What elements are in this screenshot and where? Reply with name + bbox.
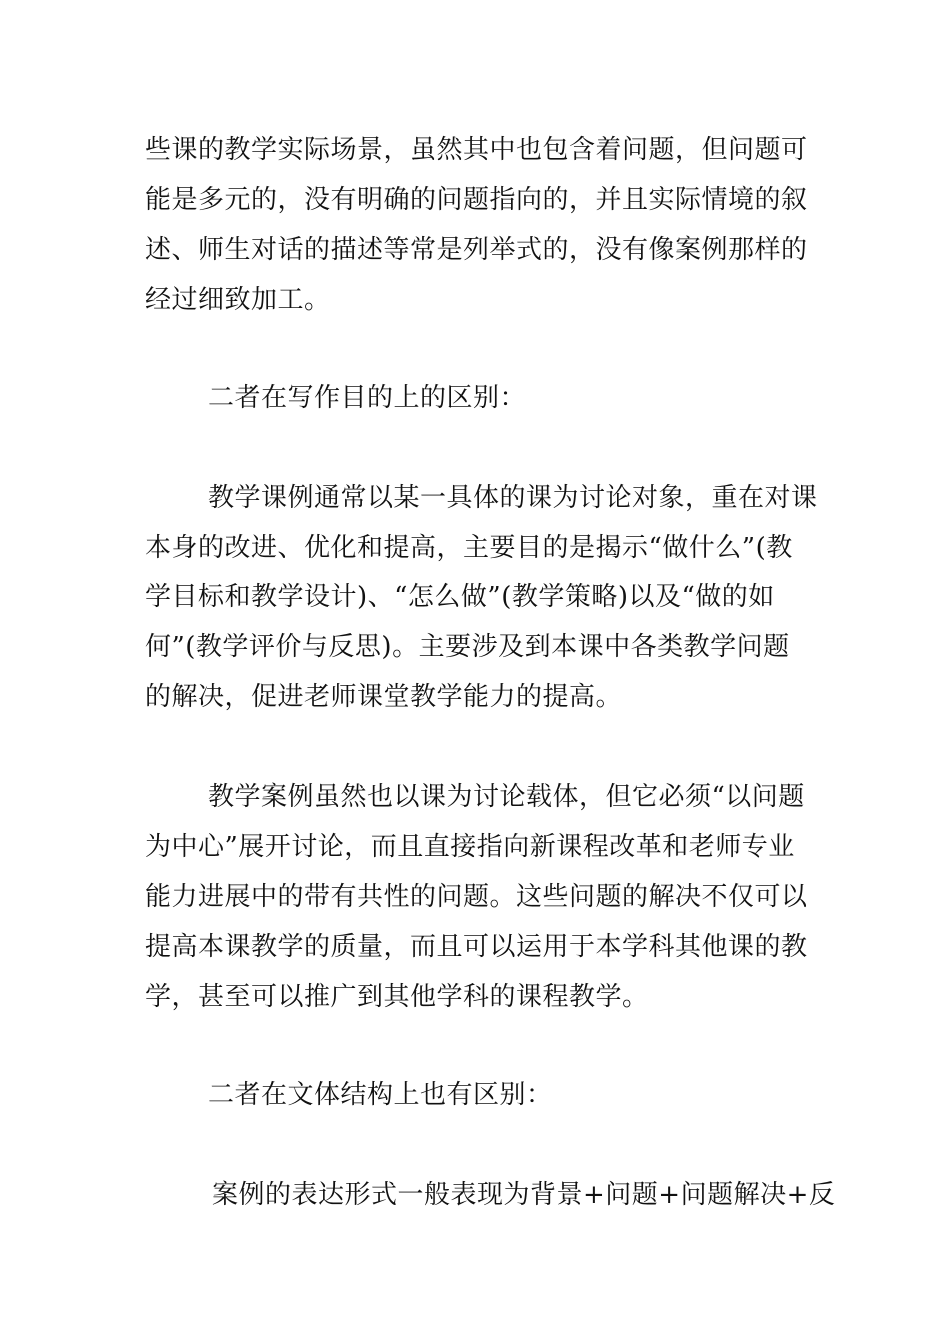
text-line: 教学课例通常以某一具体的课为讨论对象，重在对课: [208, 483, 818, 513]
text-line: 教学案例虽然也以课为讨论载体，但它必须“以问题: [208, 782, 805, 812]
text-line: 能是多元的，没有明确的问题指向的，并且实际情境的叙: [145, 185, 808, 215]
text-line: 为中心”展开讨论，而且直接指向新课程改革和老师专业: [145, 832, 795, 862]
text-line: 何”(教学评价与反思)。主要涉及到本课中各类教学问题: [145, 632, 790, 662]
text-line: 能力进展中的带有共性的问题。这些问题的解决不仅可以: [145, 882, 808, 912]
section-heading: 二者在文体结构上也有区别：: [208, 1080, 553, 1110]
text-line: 学，甚至可以推广到其他学科的课程教学。: [145, 982, 649, 1012]
text-line: 些课的教学实际场景，虽然其中也包含着问题，但问题可: [145, 135, 808, 165]
text-line: 述、师生对话的描述等常是列举式的，没有像案例那样的: [145, 235, 808, 265]
text-line: 本身的改进、优化和提高，主要目的是揭示“做什么”(教: [145, 533, 793, 563]
section-heading: 二者在写作目的上的区别：: [208, 383, 527, 413]
text-line: 学目标和教学设计)、“怎么做”(教学策略)以及“做的如: [145, 582, 775, 612]
text-line: 案例的表达形式一般表现为背景+问题+问题解决+反: [212, 1180, 836, 1210]
text-line: 的解决，促进老师课堂教学能力的提高。: [145, 682, 623, 712]
text-line: 提高本课教学的质量，而且可以运用于本学科其他课的教: [145, 932, 808, 962]
text-line: 经过细致加工。: [145, 285, 331, 315]
